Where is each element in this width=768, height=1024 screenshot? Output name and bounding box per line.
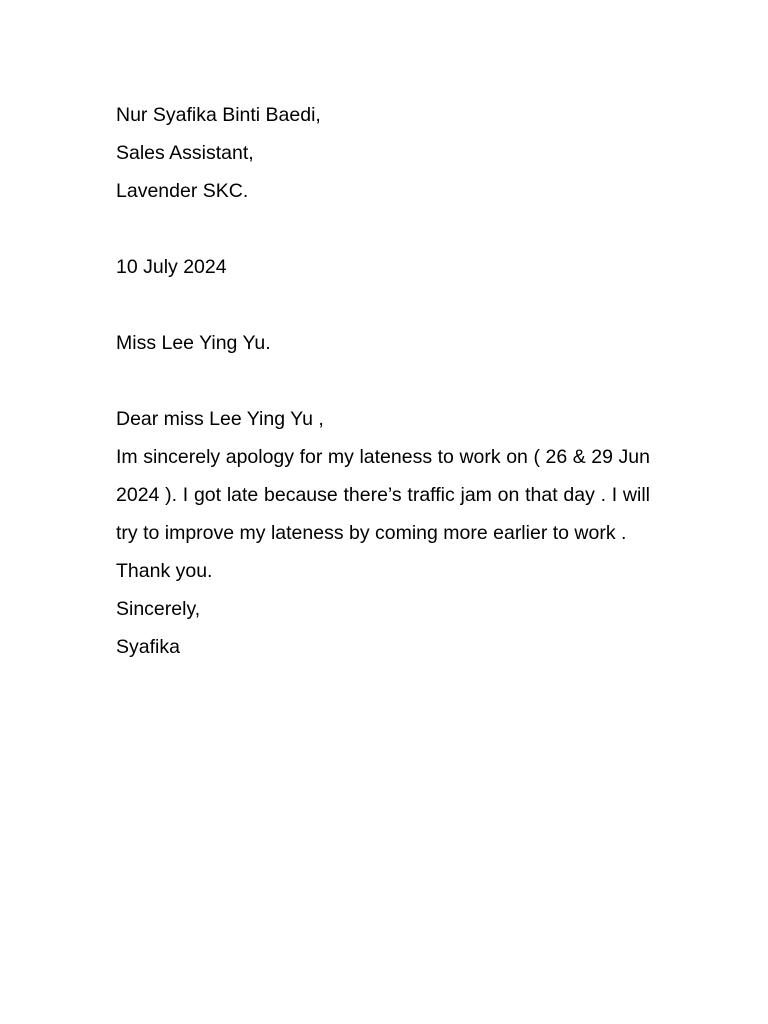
- closing-line: Sincerely,: [116, 598, 201, 620]
- sender-position: Sales Assistant,: [116, 142, 254, 164]
- sender-name: Nur Syafika Binti Baedi,: [116, 104, 321, 126]
- spacer: [116, 210, 650, 248]
- letter-date: 10 July 2024: [116, 256, 227, 278]
- spacer: [116, 286, 650, 324]
- signature: Syafika: [116, 636, 180, 658]
- letter: [116, 96, 650, 666]
- salutation: Dear miss Lee Ying Yu ,: [116, 408, 324, 430]
- sender-company: Lavender SKC.: [116, 180, 249, 202]
- thanks-line: Thank you.: [116, 560, 213, 582]
- spacer: [116, 362, 650, 400]
- letter-body: Im sincerely apology for my lateness to work on ( 26 & 29 Jun 2024 ). I got late because there’s traffic jam on that day . I will try to improve my lateness by coming more earlier to work .: [116, 446, 650, 544]
- recipient-name: Miss Lee Ying Yu.: [116, 332, 271, 354]
